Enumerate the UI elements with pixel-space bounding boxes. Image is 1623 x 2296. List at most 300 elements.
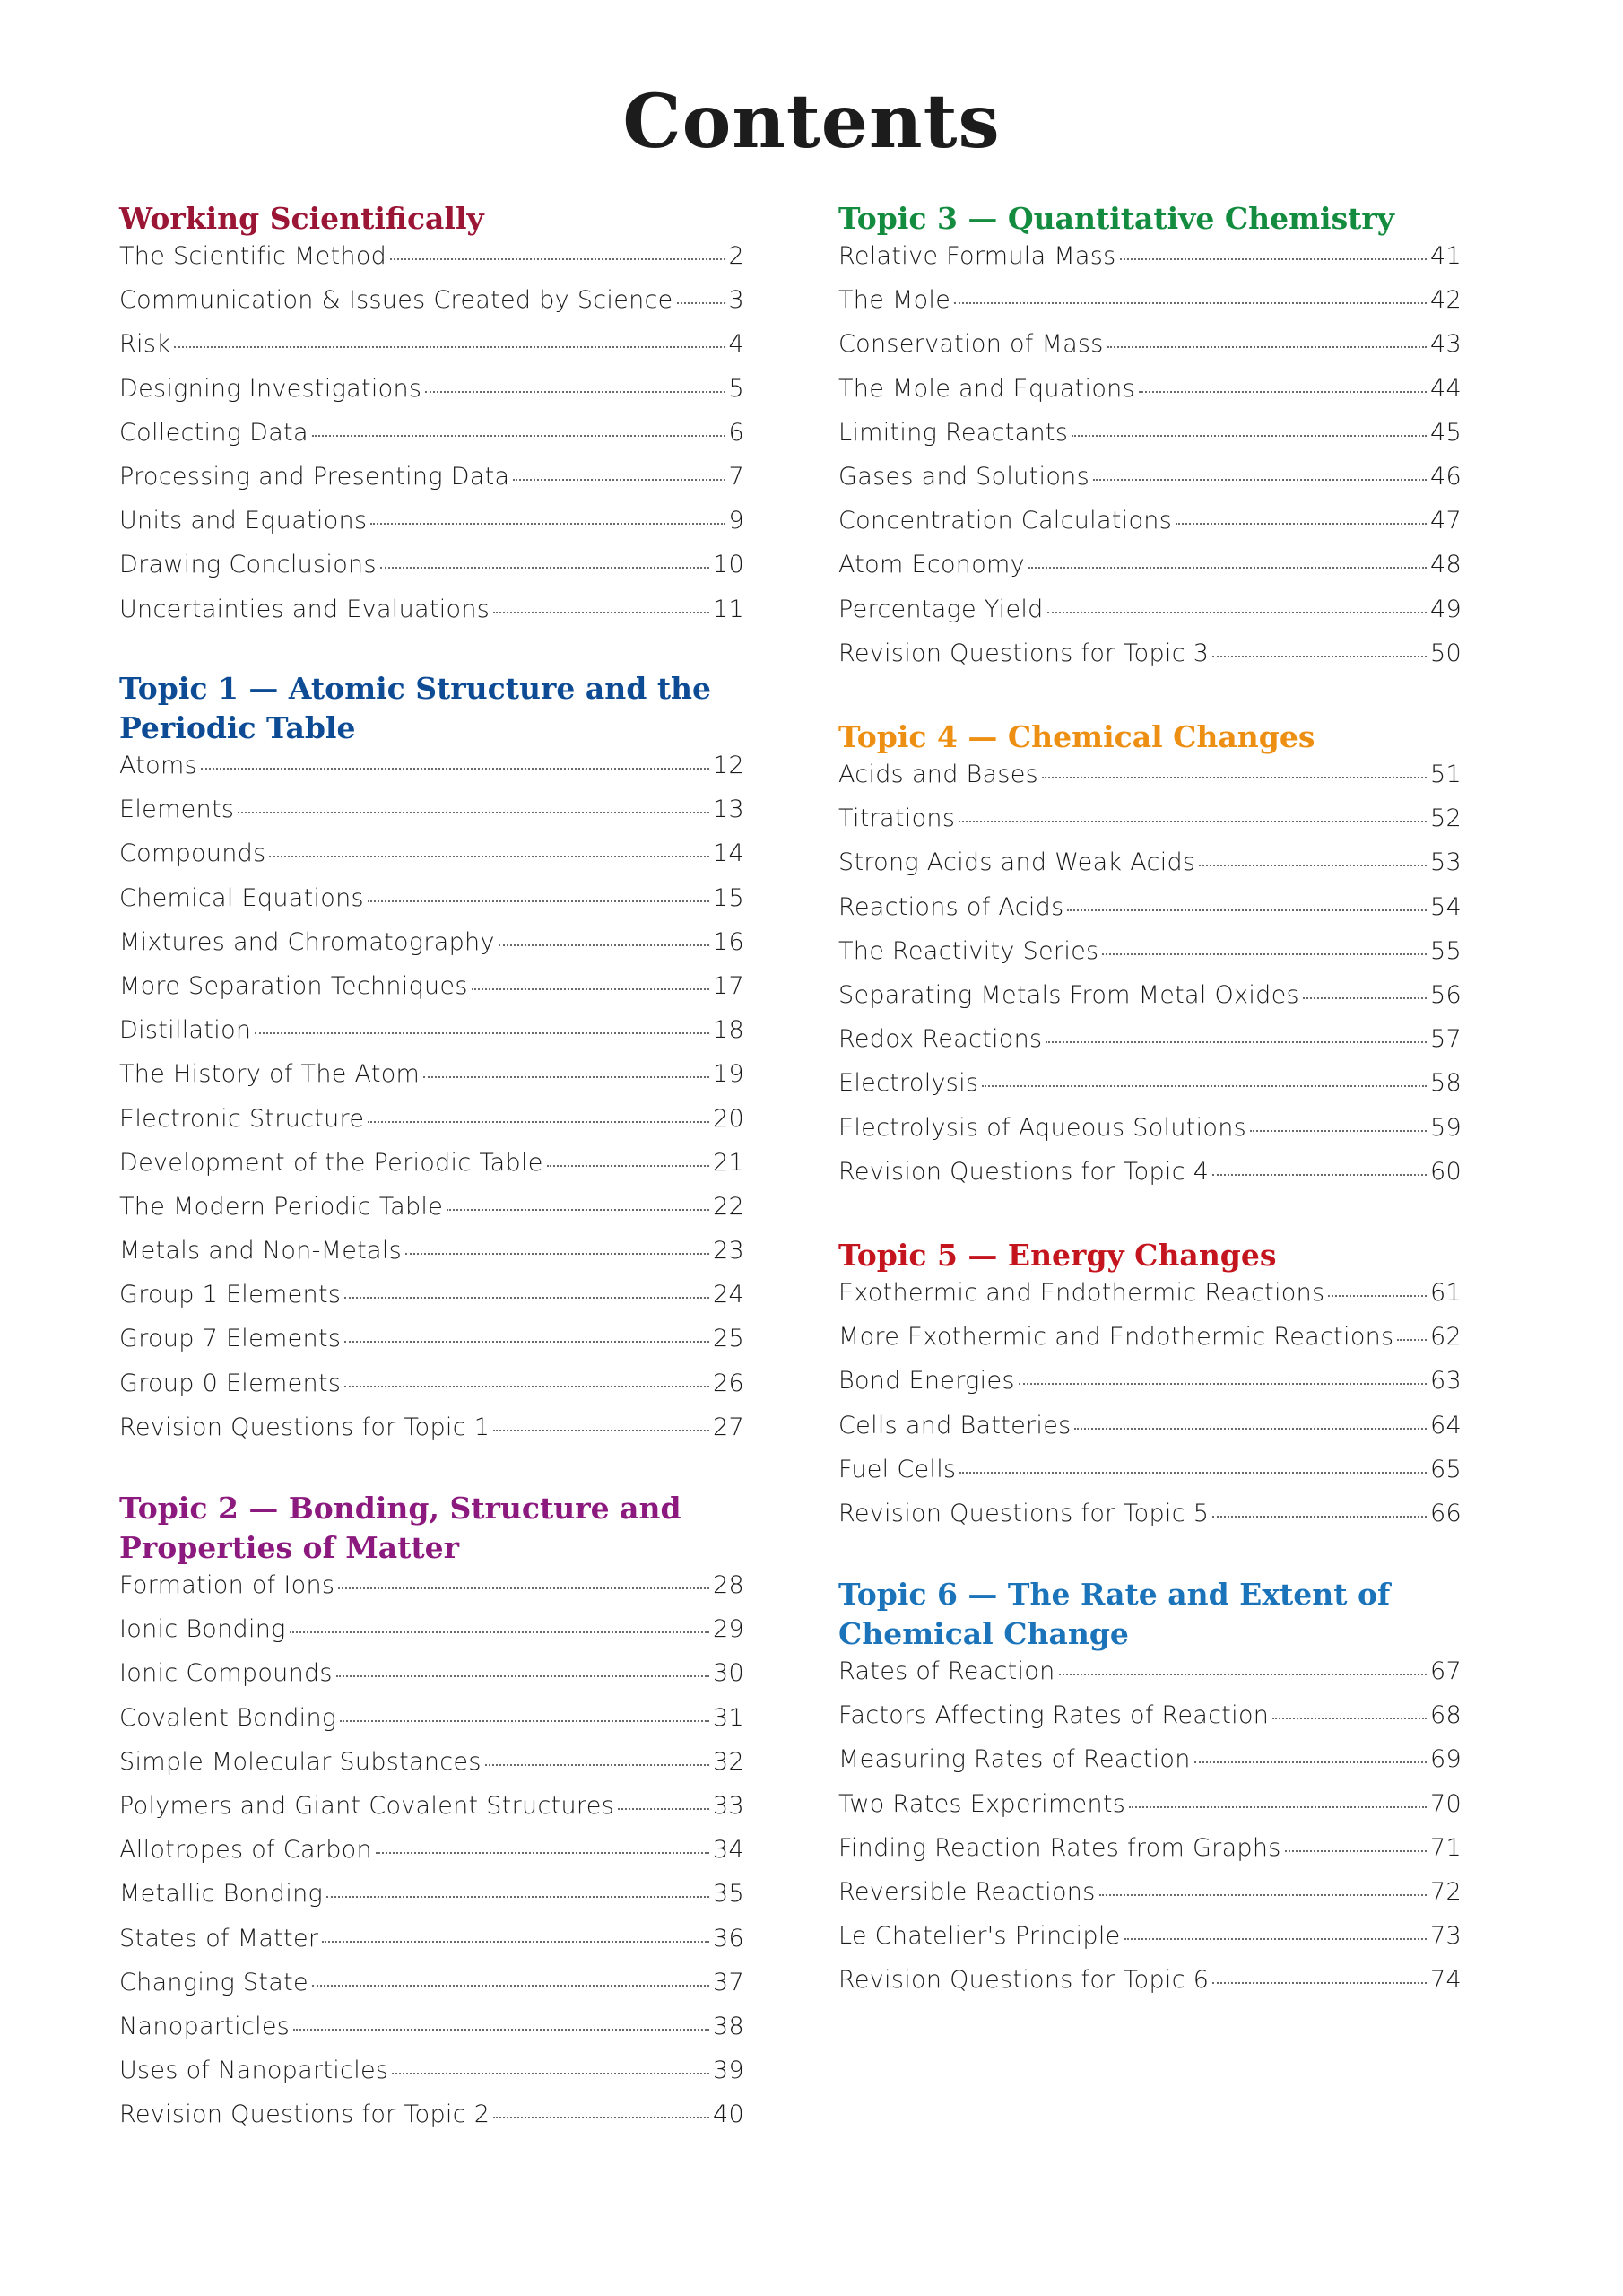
toc-entry[interactable] (119, 796, 744, 839)
entry-page-number: 73 (1430, 1922, 1462, 1951)
toc-entry[interactable] (119, 839, 744, 883)
dot-leader (677, 302, 725, 304)
entry-page-number: 62 (1430, 1323, 1462, 1352)
section-heading-line: Chemical Change (838, 1616, 1129, 1651)
section-heading (119, 1489, 744, 1568)
entry-page-number: 72 (1430, 1877, 1462, 1906)
entry-page-number: 44 (1430, 374, 1462, 403)
entry-title: The Reactivity Series (838, 936, 1099, 965)
entry-title: Limiting Reactants (838, 418, 1069, 447)
toc-entry[interactable] (119, 2057, 744, 2100)
section-heading-line: Topic 6 — The Rate and Extent of (838, 1577, 1391, 1612)
dot-leader (1102, 953, 1427, 955)
entry-title: Conservation of Mass (838, 330, 1104, 359)
dot-leader (1129, 1806, 1427, 1808)
entry-title: More Separation Techniques (119, 971, 468, 1000)
toc-entry[interactable] (838, 1834, 1462, 1878)
entry-page-number: 36 (713, 1924, 744, 1952)
entry-title: States of Matter (119, 1924, 319, 1952)
entry-title: More Exothermic and Endothermic Reactions (838, 1323, 1394, 1352)
entry-page-number: 38 (713, 2012, 744, 2040)
toc-entry[interactable] (119, 463, 744, 507)
entry-title: Ionic Compounds (119, 1659, 333, 1688)
entry-page-number: 14 (713, 839, 744, 868)
entry-page-number: 66 (1430, 1499, 1462, 1527)
toc-entry[interactable] (119, 1325, 744, 1369)
toc-entry[interactable] (838, 596, 1462, 639)
entry-title: Designing Investigations (119, 374, 422, 403)
toc-entry[interactable] (838, 1922, 1462, 1966)
entry-title: Reversible Reactions (838, 1877, 1096, 1906)
entry-title: Revision Questions for Topic 1 (119, 1413, 490, 1441)
toc-entry[interactable] (119, 1615, 744, 1659)
dot-leader (1107, 346, 1427, 348)
entry-title: The Mole (838, 286, 951, 315)
entry-title: Units and Equations (119, 507, 368, 535)
dot-leader (425, 391, 725, 393)
dot-leader (1272, 1718, 1427, 1719)
section-topic-3 (838, 199, 1462, 683)
entry-title: Cells and Batteries (838, 1411, 1072, 1439)
toc-entry[interactable] (119, 1237, 744, 1281)
toc-entry[interactable] (838, 330, 1462, 374)
toc-entry[interactable] (119, 242, 744, 286)
toc-entry[interactable] (838, 848, 1462, 892)
dot-leader (312, 1985, 709, 1987)
entry-page-number: 25 (713, 1325, 744, 1353)
toc-entry[interactable] (119, 1413, 744, 1457)
dot-leader (392, 2073, 709, 2074)
toc-entry[interactable] (838, 1456, 1462, 1500)
entry-page-number: 5 (728, 374, 744, 403)
toc-entry[interactable] (119, 928, 744, 972)
entry-list (838, 1279, 1462, 1544)
entry-title: Ionic Bonding (119, 1615, 286, 1644)
toc-entry[interactable] (119, 1748, 744, 1792)
dot-leader (370, 523, 725, 525)
dot-leader (1099, 1894, 1427, 1896)
entry-page-number: 64 (1430, 1411, 1462, 1439)
entry-title: Redox Reactions (838, 1025, 1043, 1054)
entry-title: Strong Acids and Weak Acids (838, 848, 1196, 877)
entry-page-number: 16 (713, 927, 744, 956)
entry-title: Atoms (119, 752, 197, 779)
dot-leader (493, 612, 709, 613)
entry-page-number: 11 (713, 595, 744, 623)
toc-entry[interactable] (119, 1281, 744, 1325)
dot-leader (344, 1341, 709, 1343)
entry-page-number: 74 (1430, 1966, 1462, 1995)
entry-title: Metallic Bonding (119, 1880, 324, 1909)
entry-page-number: 27 (713, 1413, 744, 1441)
entry-page-number: 20 (713, 1104, 744, 1133)
entry-title: Drawing Conclusions (119, 551, 377, 579)
toc-entry[interactable] (838, 1114, 1462, 1158)
dot-leader (472, 988, 709, 990)
dot-leader (1047, 612, 1427, 613)
dot-leader (1176, 523, 1427, 525)
entry-list (119, 242, 744, 639)
dot-leader (1328, 1295, 1427, 1297)
toc-entry[interactable] (838, 1158, 1462, 1202)
toc-entry[interactable] (119, 1060, 744, 1104)
dot-leader (1067, 909, 1427, 911)
toc-entry[interactable] (119, 1969, 744, 2013)
section-heading-line: Topic 1 — Atomic Structure and the (119, 671, 712, 706)
entry-list (838, 1657, 1462, 2011)
entry-title: Revision Questions for Topic 2 (119, 2100, 490, 2129)
toc-entry[interactable] (838, 1323, 1462, 1367)
toc-entry[interactable] (838, 893, 1462, 937)
entry-page-number: 69 (1430, 1745, 1462, 1774)
dot-leader (326, 1896, 709, 1898)
dot-leader (344, 1297, 709, 1299)
entry-title: Formation of Ions (119, 1571, 335, 1599)
toc-entry[interactable] (838, 242, 1462, 286)
dot-leader (1019, 1383, 1427, 1385)
toc-entry[interactable] (838, 1412, 1462, 1456)
toc-entry[interactable] (119, 884, 744, 928)
toc-entry[interactable] (838, 1025, 1462, 1069)
dot-leader (1212, 1982, 1427, 1984)
section-heading (838, 1575, 1462, 1654)
entry-title: Electrolysis of Aqueous Solutions (838, 1113, 1247, 1142)
dot-leader (493, 1430, 709, 1431)
entry-page-number: 23 (713, 1237, 744, 1265)
dot-leader (447, 1209, 709, 1211)
entry-title: Collecting Data (119, 418, 308, 447)
entry-page-number: 68 (1430, 1701, 1462, 1730)
entry-title: Finding Reaction Rates from Graphs (838, 1833, 1281, 1862)
toc-entry[interactable] (838, 419, 1462, 463)
entry-page-number: 15 (713, 883, 744, 912)
toc-entry[interactable] (119, 375, 744, 419)
entry-title: The Modern Periodic Table (119, 1192, 444, 1221)
entry-list (838, 242, 1462, 683)
dot-leader (1093, 479, 1427, 481)
section-heading (119, 669, 744, 748)
toc-entry[interactable] (838, 1745, 1462, 1789)
toc-entry[interactable] (838, 1367, 1462, 1411)
entry-page-number: 33 (713, 1791, 744, 1820)
entry-page-number: 22 (713, 1192, 744, 1221)
entry-title: Exothermic and Endothermic Reactions (838, 1279, 1325, 1307)
entry-page-number: 43 (1430, 330, 1462, 359)
dot-leader (405, 1253, 709, 1255)
entry-title: Fuel Cells (838, 1455, 957, 1483)
dot-leader (1124, 1938, 1427, 1940)
dot-leader (390, 258, 725, 260)
entry-page-number: 29 (713, 1615, 744, 1644)
entry-page-number: 47 (1430, 507, 1462, 535)
entry-page-number: 59 (1430, 1113, 1462, 1142)
entry-title: Acids and Bases (838, 761, 1038, 788)
entry-title: Bond Energies (838, 1367, 1015, 1396)
entry-page-number: 32 (713, 1747, 744, 1776)
entry-title: Revision Questions for Topic 5 (838, 1499, 1210, 1527)
toc-entry[interactable] (838, 761, 1462, 804)
entry-page-number: 39 (713, 2057, 744, 2085)
toc-entry[interactable] (838, 551, 1462, 595)
toc-entry[interactable] (119, 1370, 744, 1413)
dot-leader (1250, 1130, 1427, 1132)
toc-entry[interactable] (838, 507, 1462, 551)
entry-title: Atom Economy (838, 551, 1025, 579)
toc-entry[interactable] (838, 1657, 1462, 1701)
toc-entry[interactable] (119, 2013, 744, 2057)
entry-page-number: 50 (1430, 639, 1462, 667)
dot-leader (1303, 997, 1427, 999)
toc-entry[interactable] (119, 507, 744, 551)
entry-title: Two Rates Experiments (838, 1789, 1126, 1818)
entry-title: Revision Questions for Topic 4 (838, 1157, 1210, 1186)
section-topic-2 (119, 1489, 744, 2144)
toc-entry[interactable] (119, 1704, 744, 1748)
page-title: Contents (622, 79, 1001, 165)
entry-list (119, 1571, 744, 2144)
dot-leader (201, 768, 709, 770)
toc-entry[interactable] (838, 981, 1462, 1025)
dot-leader (376, 1852, 709, 1854)
entry-title: Group 1 Elements (119, 1281, 342, 1309)
entry-page-number: 67 (1430, 1657, 1462, 1685)
section-topic-6 (838, 1575, 1462, 2011)
toc-entry[interactable] (838, 1790, 1462, 1834)
toc-entry[interactable] (838, 1878, 1462, 1922)
dot-leader (982, 1085, 1427, 1087)
dot-leader (340, 1720, 709, 1722)
toc-entry[interactable] (838, 1966, 1462, 2010)
toc-entry[interactable] (119, 752, 744, 796)
dot-leader (312, 435, 725, 437)
dot-leader (618, 1808, 709, 1810)
toc-entry[interactable] (119, 972, 744, 1016)
section-working-scientifically (119, 199, 744, 639)
dot-leader (1212, 656, 1427, 657)
dot-leader (1212, 1516, 1427, 1518)
dot-leader (255, 1032, 709, 1034)
toc-entry[interactable] (119, 419, 744, 463)
entry-title: Factors Affecting Rates of Reaction (838, 1701, 1270, 1730)
dot-leader (547, 1165, 709, 1167)
section-topic-4 (838, 718, 1462, 1202)
toc-entry[interactable] (119, 1880, 744, 1924)
entry-page-number: 31 (713, 1703, 744, 1732)
dot-leader (1285, 1850, 1427, 1852)
entry-title: Elements (119, 796, 235, 824)
toc-entry[interactable] (119, 1925, 744, 1969)
entry-page-number: 35 (713, 1880, 744, 1909)
entry-title: Electrolysis (838, 1069, 979, 1098)
entry-page-number: 4 (728, 330, 744, 359)
dot-leader (1072, 435, 1427, 437)
entry-page-number: 53 (1430, 848, 1462, 877)
entry-page-number: 56 (1430, 980, 1462, 1009)
section-heading-line: Periodic Table (119, 710, 356, 745)
entry-title: Chemical Equations (119, 883, 364, 912)
entry-list (119, 752, 744, 1457)
toc-entry[interactable] (838, 463, 1462, 507)
entry-page-number: 45 (1430, 418, 1462, 447)
dot-leader (1199, 865, 1427, 866)
entry-page-number: 24 (713, 1281, 744, 1309)
dot-leader (368, 900, 709, 902)
toc-entry[interactable] (119, 1792, 744, 1836)
entry-page-number: 46 (1430, 462, 1462, 491)
entry-title: The Mole and Equations (838, 374, 1135, 403)
toc-entry[interactable] (119, 1016, 744, 1060)
entry-page-number: 3 (728, 286, 744, 315)
entry-page-number: 21 (713, 1148, 744, 1177)
dot-leader (954, 302, 1427, 304)
section-topic-1 (119, 669, 744, 1457)
entry-title: Measuring Rates of Reaction (838, 1745, 1191, 1774)
entry-title: Group 7 Elements (119, 1325, 342, 1353)
entry-title: Gases and Solutions (838, 462, 1089, 491)
toc-entry[interactable] (119, 1149, 744, 1193)
entry-page-number: 17 (713, 971, 744, 1000)
dot-leader (380, 567, 709, 569)
entry-page-number: 60 (1430, 1157, 1462, 1186)
toc-entry[interactable] (838, 1279, 1462, 1323)
entry-title: Mixtures and Chromatography (119, 927, 495, 956)
entry-page-number: 65 (1430, 1455, 1462, 1483)
toc-entry[interactable] (119, 330, 744, 374)
dot-leader (238, 812, 709, 813)
entry-title: Metals and Non-Metals (119, 1237, 403, 1265)
entry-title: Communication & Issues Created by Science (119, 286, 673, 315)
dot-leader (1059, 1674, 1427, 1675)
dot-leader (485, 1764, 709, 1766)
entry-page-number: 2 (728, 242, 744, 270)
toc-entry[interactable] (838, 1500, 1462, 1544)
entry-title: Rates of Reaction (838, 1657, 1055, 1685)
section-heading: Working Scientifically (119, 201, 484, 236)
entry-page-number: 71 (1430, 1833, 1462, 1862)
toc-entry[interactable] (119, 596, 744, 639)
dot-leader (1028, 567, 1427, 569)
toc-entry[interactable] (838, 1701, 1462, 1745)
dot-leader (493, 2117, 709, 2118)
dot-leader (1042, 777, 1427, 778)
dot-leader (513, 479, 725, 481)
entry-title: Percentage Yield (838, 595, 1044, 623)
dot-leader (423, 1076, 709, 1078)
entry-title: Uses of Nanoparticles (119, 2057, 389, 2085)
dot-leader (322, 1941, 709, 1943)
dot-leader (1194, 1761, 1427, 1763)
entry-title: Compounds (119, 839, 266, 868)
entry-page-number: 7 (728, 462, 744, 491)
dot-leader (290, 1631, 709, 1633)
entry-page-number: 52 (1430, 804, 1462, 833)
entry-title: Simple Molecular Substances (119, 1747, 482, 1776)
dot-leader (293, 2029, 709, 2031)
toc-entry[interactable] (838, 937, 1462, 981)
entry-page-number: 61 (1430, 1279, 1462, 1307)
entry-title: Changing State (119, 1968, 308, 1996)
entry-title: Allotropes of Carbon (119, 1836, 372, 1865)
toc-entry[interactable] (119, 1193, 744, 1237)
entry-title: Reactions of Acids (838, 892, 1064, 921)
toc-entry[interactable] (838, 639, 1462, 683)
dot-leader (1397, 1339, 1427, 1341)
entry-title: Uncertainties and Evaluations (119, 595, 490, 623)
entry-page-number: 6 (728, 418, 744, 447)
entry-page-number: 63 (1430, 1367, 1462, 1396)
entry-page-number: 13 (713, 796, 744, 824)
entry-title: Group 0 Elements (119, 1369, 342, 1397)
entry-page-number: 54 (1430, 892, 1462, 921)
entry-title: Polymers and Giant Covalent Structures (119, 1791, 614, 1820)
entry-title: Distillation (119, 1016, 252, 1045)
entry-page-number: 28 (713, 1571, 744, 1599)
entry-page-number: 30 (713, 1659, 744, 1688)
entry-page-number: 70 (1430, 1789, 1462, 1818)
toc-entry[interactable] (119, 2100, 744, 2144)
dot-leader (959, 821, 1427, 822)
entry-page-number: 10 (713, 551, 744, 579)
toc-entry[interactable] (838, 286, 1462, 330)
entry-title: Concentration Calculations (838, 507, 1173, 535)
dot-leader (344, 1386, 709, 1387)
dot-leader (338, 1587, 709, 1589)
entry-title: Relative Formula Mass (838, 242, 1116, 270)
dot-leader (1120, 258, 1428, 260)
entry-title: Risk (119, 330, 171, 359)
entry-page-number: 51 (1430, 761, 1462, 788)
entry-title: Titrations (838, 804, 956, 833)
dot-leader (1046, 1041, 1427, 1043)
entry-page-number: 40 (713, 2100, 744, 2129)
section-heading: Topic 3 — Quantitative Chemistry (838, 201, 1394, 236)
entry-page-number: 57 (1430, 1025, 1462, 1054)
entry-title: The History of The Atom (119, 1060, 421, 1089)
toc-entry[interactable] (119, 286, 744, 330)
entry-page-number: 55 (1430, 936, 1462, 965)
dot-leader (1212, 1174, 1427, 1176)
section-topic-5 (838, 1236, 1462, 1544)
entry-title: Development of the Periodic Table (119, 1148, 543, 1177)
dot-leader (336, 1675, 709, 1677)
entry-page-number: 34 (713, 1836, 744, 1865)
dot-leader (368, 1121, 709, 1123)
toc-entry[interactable] (119, 1836, 744, 1880)
toc-entry[interactable] (119, 1105, 744, 1149)
toc-entry[interactable] (838, 1069, 1462, 1113)
dot-leader (1074, 1428, 1427, 1430)
entry-page-number: 12 (713, 752, 744, 779)
entry-page-number: 42 (1430, 286, 1462, 315)
entry-page-number: 18 (713, 1016, 744, 1045)
toc-entry[interactable] (119, 1659, 744, 1703)
toc-entry[interactable] (838, 804, 1462, 848)
dot-leader (1139, 391, 1427, 393)
dot-leader (959, 1472, 1427, 1474)
toc-entry[interactable] (838, 375, 1462, 419)
entry-page-number: 48 (1430, 551, 1462, 579)
toc-entry[interactable] (119, 551, 744, 595)
entry-title: Revision Questions for Topic 3 (838, 639, 1210, 667)
section-heading-line: Topic 2 — Bonding, Structure and (119, 1491, 681, 1526)
entry-page-number: 58 (1430, 1069, 1462, 1098)
entry-title: Revision Questions for Topic 6 (838, 1966, 1210, 1995)
toc-entry[interactable] (119, 1571, 744, 1615)
entry-title: Nanoparticles (119, 2012, 291, 2040)
entry-title: The Scientific Method (119, 242, 387, 270)
entry-page-number: 41 (1430, 242, 1462, 270)
entry-page-number: 37 (713, 1968, 744, 1996)
